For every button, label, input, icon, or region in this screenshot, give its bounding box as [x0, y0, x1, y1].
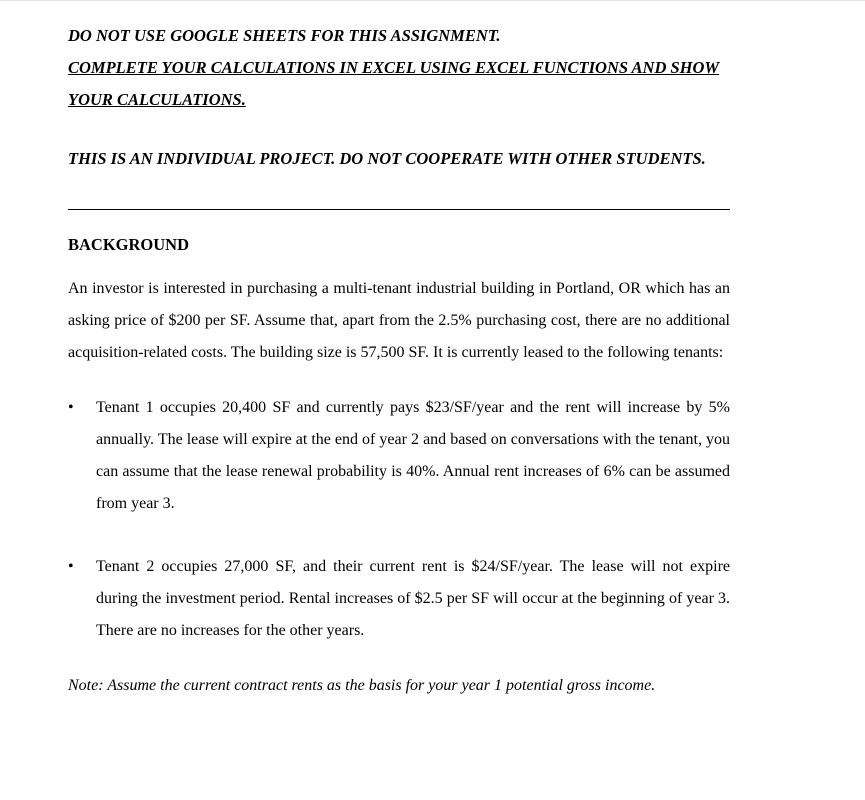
warning-google-sheets: DO NOT USE GOOGLE SHEETS FOR THIS ASSIGNMENT.	[68, 26, 501, 45]
document-page	[68, 20, 730, 702]
list-item-tenant-1	[68, 392, 730, 520]
note-paragraph: Note: Assume the current contract rents as the basis for your year 1 potential gross income.	[68, 677, 656, 694]
tenant-2-text: Tenant 2 occupies 27,000 SF, and their current rent is $24/SF/year. The lease will not expire during the investment period. Rental increases of $2.5 per SF will occur at the beginning of year 3. There are no increases for the other years.	[96, 558, 730, 639]
bullet-icon: •	[68, 558, 74, 575]
warning-excel-instructions	[68, 52, 730, 116]
section-heading-background: BACKGROUND	[68, 235, 190, 254]
horizontal-divider	[68, 209, 730, 210]
list-item-tenant-2	[68, 551, 730, 647]
warning-individual-project: THIS IS AN INDIVIDUAL PROJECT. DO NOT COOPERATE WITH OTHER STUDENTS.	[68, 149, 706, 168]
bullet-icon: •	[68, 399, 74, 416]
tenant-1-text: Tenant 1 occupies 20,400 SF and currently pays $23/SF/year and the rent will increase by 5% annually. The lease will expire at the end of year 2 and based on conversations with the tenant, you can assume that the lease renewal probability is 40%. Annual rent increases of 6% can be assumed from year 3.	[96, 399, 730, 512]
top-border	[0, 0, 865, 1]
background-paragraph: An investor is interested in purchasing a multi-tenant industrial building in Portland, OR which has an asking price of $200 per SF. Assume that, apart from the 2.5% purchasing cost, there are no additional acquisition-related costs. The building size is 57,500 SF. It is currently leased to the following tenants:	[68, 280, 730, 361]
warning-excel-text: COMPLETE YOUR CALCULATIONS IN EXCEL USING EXCEL FUNCTIONS AND SHOW YOUR CALCULATIONS.	[68, 58, 720, 109]
tenant-list	[68, 392, 730, 647]
